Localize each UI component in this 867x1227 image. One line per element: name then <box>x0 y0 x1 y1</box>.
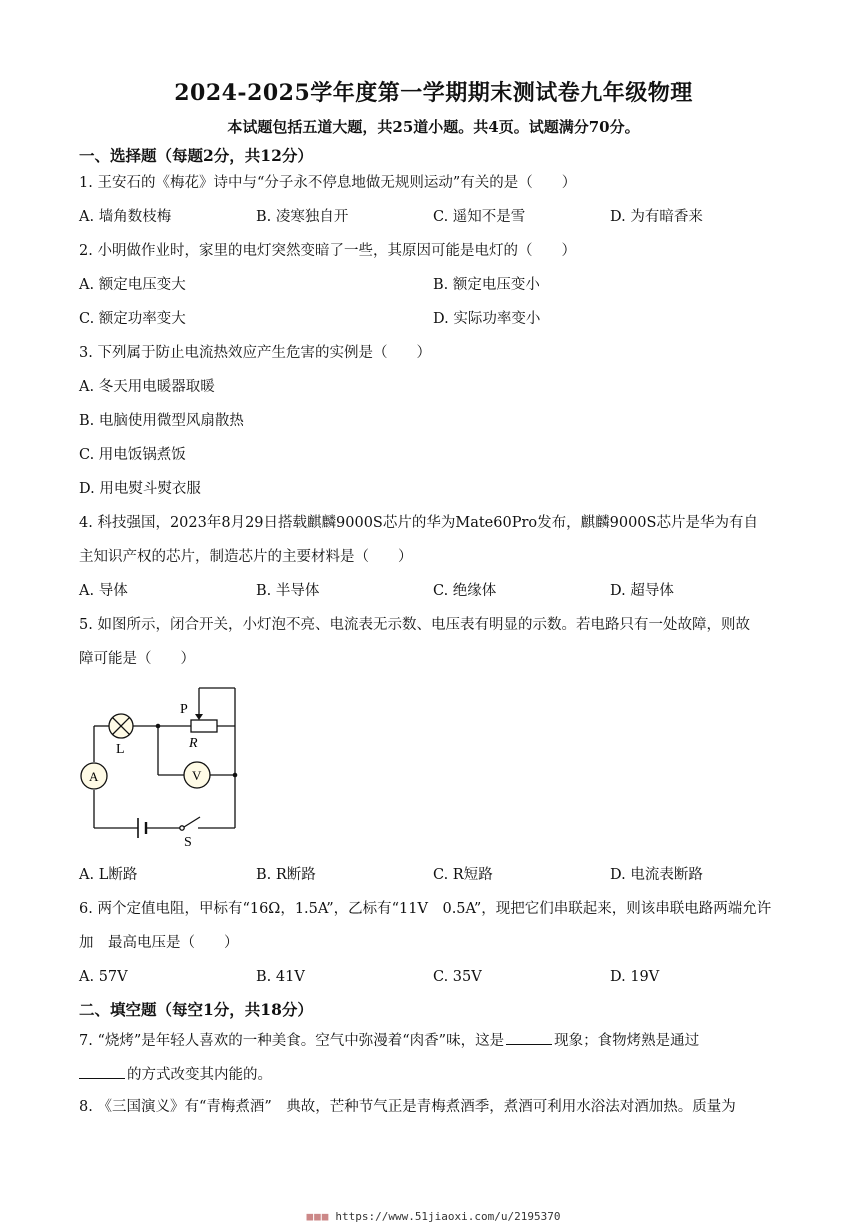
rheostat-r <box>191 720 217 732</box>
question-8-line-1: 8. 《三国演义》有“青梅煮酒” 典故，芒种节气正是青梅煮酒季，煮酒可利用水浴法对酒加热。质量为 <box>79 1099 736 1115</box>
footer-watermark <box>0 1210 867 1223</box>
footer-url[interactable]: https://www.51jiaoxi.com/u/2195370 <box>335 1210 561 1223</box>
q7-text-part-2: 现象；食物烤熟是通过 <box>554 1033 700 1049</box>
q4-option-b: B. 半导体 <box>256 583 320 599</box>
question-5-line-2: 障可能是（ ） <box>79 651 195 667</box>
question-6-line-2: 加 最高电压是（ ） <box>79 935 239 951</box>
question-5-line-1: 5. 如图所示，闭合开关，小灯泡不亮、电流表无示数、电压表有明显的示数。若电路只有一处故障，则故 <box>79 617 750 633</box>
question-4-line-2: 主知识产权的芯片，制造芯片的主要材料是（ ） <box>79 549 413 565</box>
switch-blade <box>184 817 200 827</box>
q2-option-d: D. 实际功率变小 <box>433 311 541 327</box>
exam-subtitle: 本试题包括五道大题，共25道小题。共4页。试题满分70分。 <box>227 118 640 136</box>
node-right <box>233 773 238 778</box>
q5-option-a: A. L断路 <box>79 867 138 883</box>
slider-arrow-icon <box>195 714 203 720</box>
exam-title: 2024-2025学年度第一学期期末测试卷九年级物理 <box>174 80 693 106</box>
section-heading-fill: 二、填空题（每空1分，共18分） <box>79 1000 313 1019</box>
question-7-line-2 <box>79 1064 272 1084</box>
q6-option-a: A. 57V <box>79 969 128 985</box>
label-p: P <box>180 702 188 717</box>
section-heading-choice: 一、选择题（每题2分，共12分） <box>79 146 313 165</box>
q3-option-d: D. 用电熨斗熨衣服 <box>79 481 201 497</box>
q4-option-c: C. 绝缘体 <box>433 583 497 599</box>
question-4-line-1: 4. 科技强国，2023年8月29日搭载麒麟9000S芯片的华为Mate60Pro发布，麒麟9000S芯片是华为有自 <box>79 515 758 531</box>
question-2-stem: 2. 小明做作业时，家里的电灯突然变暗了一些，其原因可能是电灯的（ ） <box>79 243 576 259</box>
q2-option-c: C. 额定功率变大 <box>79 311 186 327</box>
q2-option-a: A. 额定电压变大 <box>79 277 186 293</box>
label-l: L <box>116 742 125 757</box>
question-3-stem: 3. 下列属于防止电流热效应产生危害的实例是（ ） <box>79 345 431 361</box>
q3-option-b: B. 电脑使用微型风扇散热 <box>79 413 244 429</box>
label-a: A <box>89 769 99 784</box>
q7-blank-2[interactable] <box>79 1064 125 1079</box>
footer-dots: ■■■ <box>306 1210 330 1223</box>
label-v: V <box>192 768 202 783</box>
q5-option-c: C. R短路 <box>433 867 493 883</box>
q2-option-b: B. 额定电压变小 <box>433 277 540 293</box>
label-r: R <box>189 736 198 751</box>
q5-option-d: D. 电流表断路 <box>610 867 703 883</box>
q6-option-b: B. 41V <box>256 969 305 985</box>
q6-option-c: C. 35V <box>433 969 482 985</box>
question-7-line-1 <box>79 1030 699 1050</box>
q6-option-d: D. 19V <box>610 969 660 985</box>
q7-text-part-1: 7. “烧烤”是年轻人喜欢的一种美食。空气中弥漫着“肉香”味，这是 <box>79 1033 505 1049</box>
q4-option-a: A. 导体 <box>79 583 128 599</box>
q7-text-part-3: 的方式改变其内能的。 <box>127 1067 272 1083</box>
q3-option-a: A. 冬天用电暖器取暖 <box>79 379 215 395</box>
q1-option-d: D. 为有暗香来 <box>610 209 703 225</box>
label-s: S <box>184 835 192 850</box>
q7-blank-1[interactable] <box>506 1030 552 1045</box>
q1-option-a: A. 墙角数枝梅 <box>79 209 172 225</box>
q3-option-c: C. 用电饭锅煮饭 <box>79 447 186 463</box>
node-top <box>156 724 161 729</box>
q1-option-c: C. 遥知不是雪 <box>433 209 526 225</box>
q5-option-b: B. R断路 <box>256 867 316 883</box>
circuit-diagram <box>70 678 250 850</box>
question-6-line-1: 6. 两个定值电阻，甲标有“16Ω，1.5A”，乙标有“11V 0.5A”，现把它们串联起来，则该串联电路两端允许 <box>79 901 772 917</box>
question-1-stem: 1. 王安石的《梅花》诗中与“分子永不停息地做无规则运动”有关的是（ ） <box>79 175 577 191</box>
q1-option-b: B. 凌寒独自开 <box>256 209 349 225</box>
switch-pivot <box>180 826 184 830</box>
q4-option-d: D. 超导体 <box>610 583 674 599</box>
